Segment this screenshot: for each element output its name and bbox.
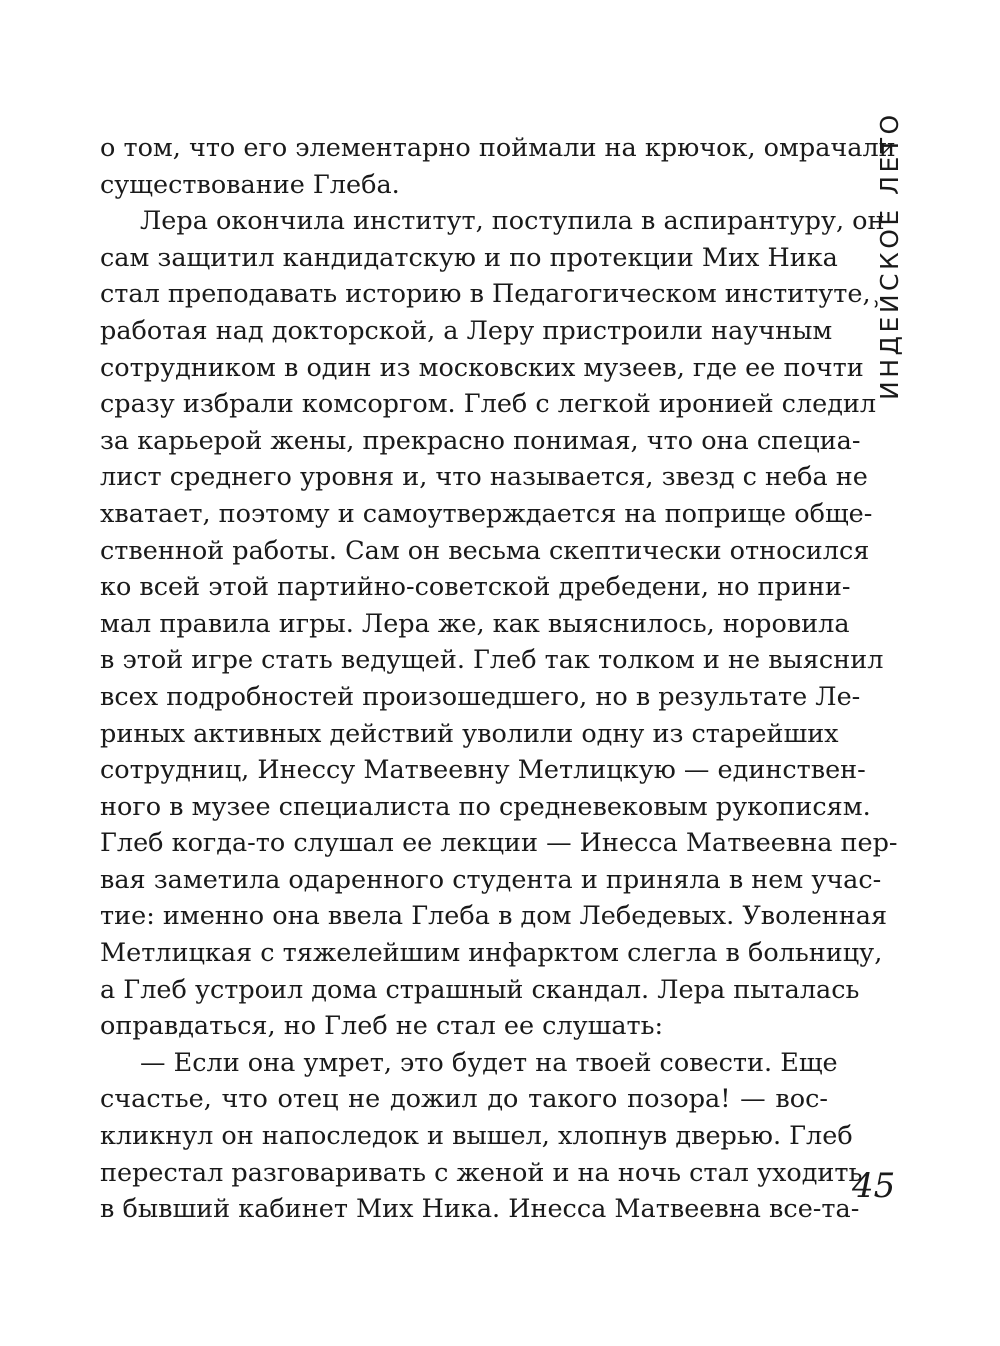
text-line: мал правила игры. Лера же, как выяснилось, норовила	[100, 608, 850, 639]
text-line: существование Глеба.	[100, 169, 400, 200]
text-line: всех подробностей произошедшего, но в результате Ле-	[100, 681, 861, 712]
text-line: хватает, поэтому и самоутверждается на поприще обще-	[100, 498, 873, 529]
page-number: 45	[852, 1166, 896, 1206]
text-line: кликнул он напоследок и вышел, хлопнув дверью. Глеб	[100, 1121, 853, 1152]
running-title: ИНДЕЙСКОЕ ЛЕТО	[875, 111, 904, 400]
text-line: сотрудниц, Инессу Матвеевну Метлицкую — единствен-	[100, 755, 866, 786]
text-line: сотрудником в один из московских музеев, где ее почти	[100, 352, 864, 383]
text-line: вая заметила одаренного студента и приняла в нем учас-	[100, 864, 882, 895]
text-line: в этой игре стать ведущей. Глеб так толком и не выяснил	[100, 645, 884, 676]
text-line: лист среднего уровня и, что называется, звезд с неба не	[100, 462, 868, 493]
text-line: счастье, что отец не дожил до такого позора! — вос-	[100, 1084, 828, 1115]
text-line: в бывший кабинет Мих Ника. Инесса Матвеевна все-та-	[100, 1194, 860, 1225]
text-line: — Если она умрет, это будет на твоей совести. Еще	[140, 1047, 838, 1078]
text-line: тие: именно она ввела Глеба в дом Лебедевых. Уволенная	[100, 901, 888, 932]
text-line: работая над докторской, а Леру пристроили научным	[100, 315, 833, 346]
text-line: о том, что его элементарно поймали на крючок, омрачали	[100, 133, 896, 163]
text-line: стал преподавать историю в Педагогическом институте,	[100, 279, 871, 310]
text-line: риных активных действий уволили одну из старейших	[100, 718, 839, 749]
text-line: ного в музее специалиста по средневековым рукописям.	[100, 791, 871, 822]
text-line: сразу избрали комсоргом. Глеб с легкой иронией следил	[100, 389, 877, 420]
text-line: Лера окончила институт, поступила в аспирантуру, он	[140, 206, 885, 237]
text-line: ственной работы. Сам он весьма скептически относился	[100, 535, 870, 566]
text-line: за карьерой жены, прекрасно понимая, что она специа-	[100, 425, 861, 456]
text-line: сам защитил кандидатскую и по протекции Мих Ника	[100, 242, 838, 273]
text-line: Метлицкая с тяжелейшим инфарктом слегла в больницу,	[100, 938, 883, 969]
text-line: оправдаться, но Глеб не стал ее слушать:	[100, 1011, 664, 1042]
text-line: Глеб когда-то слушал ее лекции — Инесса Матвеевна пер-	[100, 828, 898, 859]
text-line: а Глеб устроил дома страшный скандал. Лера пыталась	[100, 974, 860, 1005]
text-line: ко всей этой партийно-советской дребедени, но прини-	[100, 572, 851, 603]
text-line: перестал разговаривать с женой и на ночь стал уходить	[100, 1157, 863, 1188]
